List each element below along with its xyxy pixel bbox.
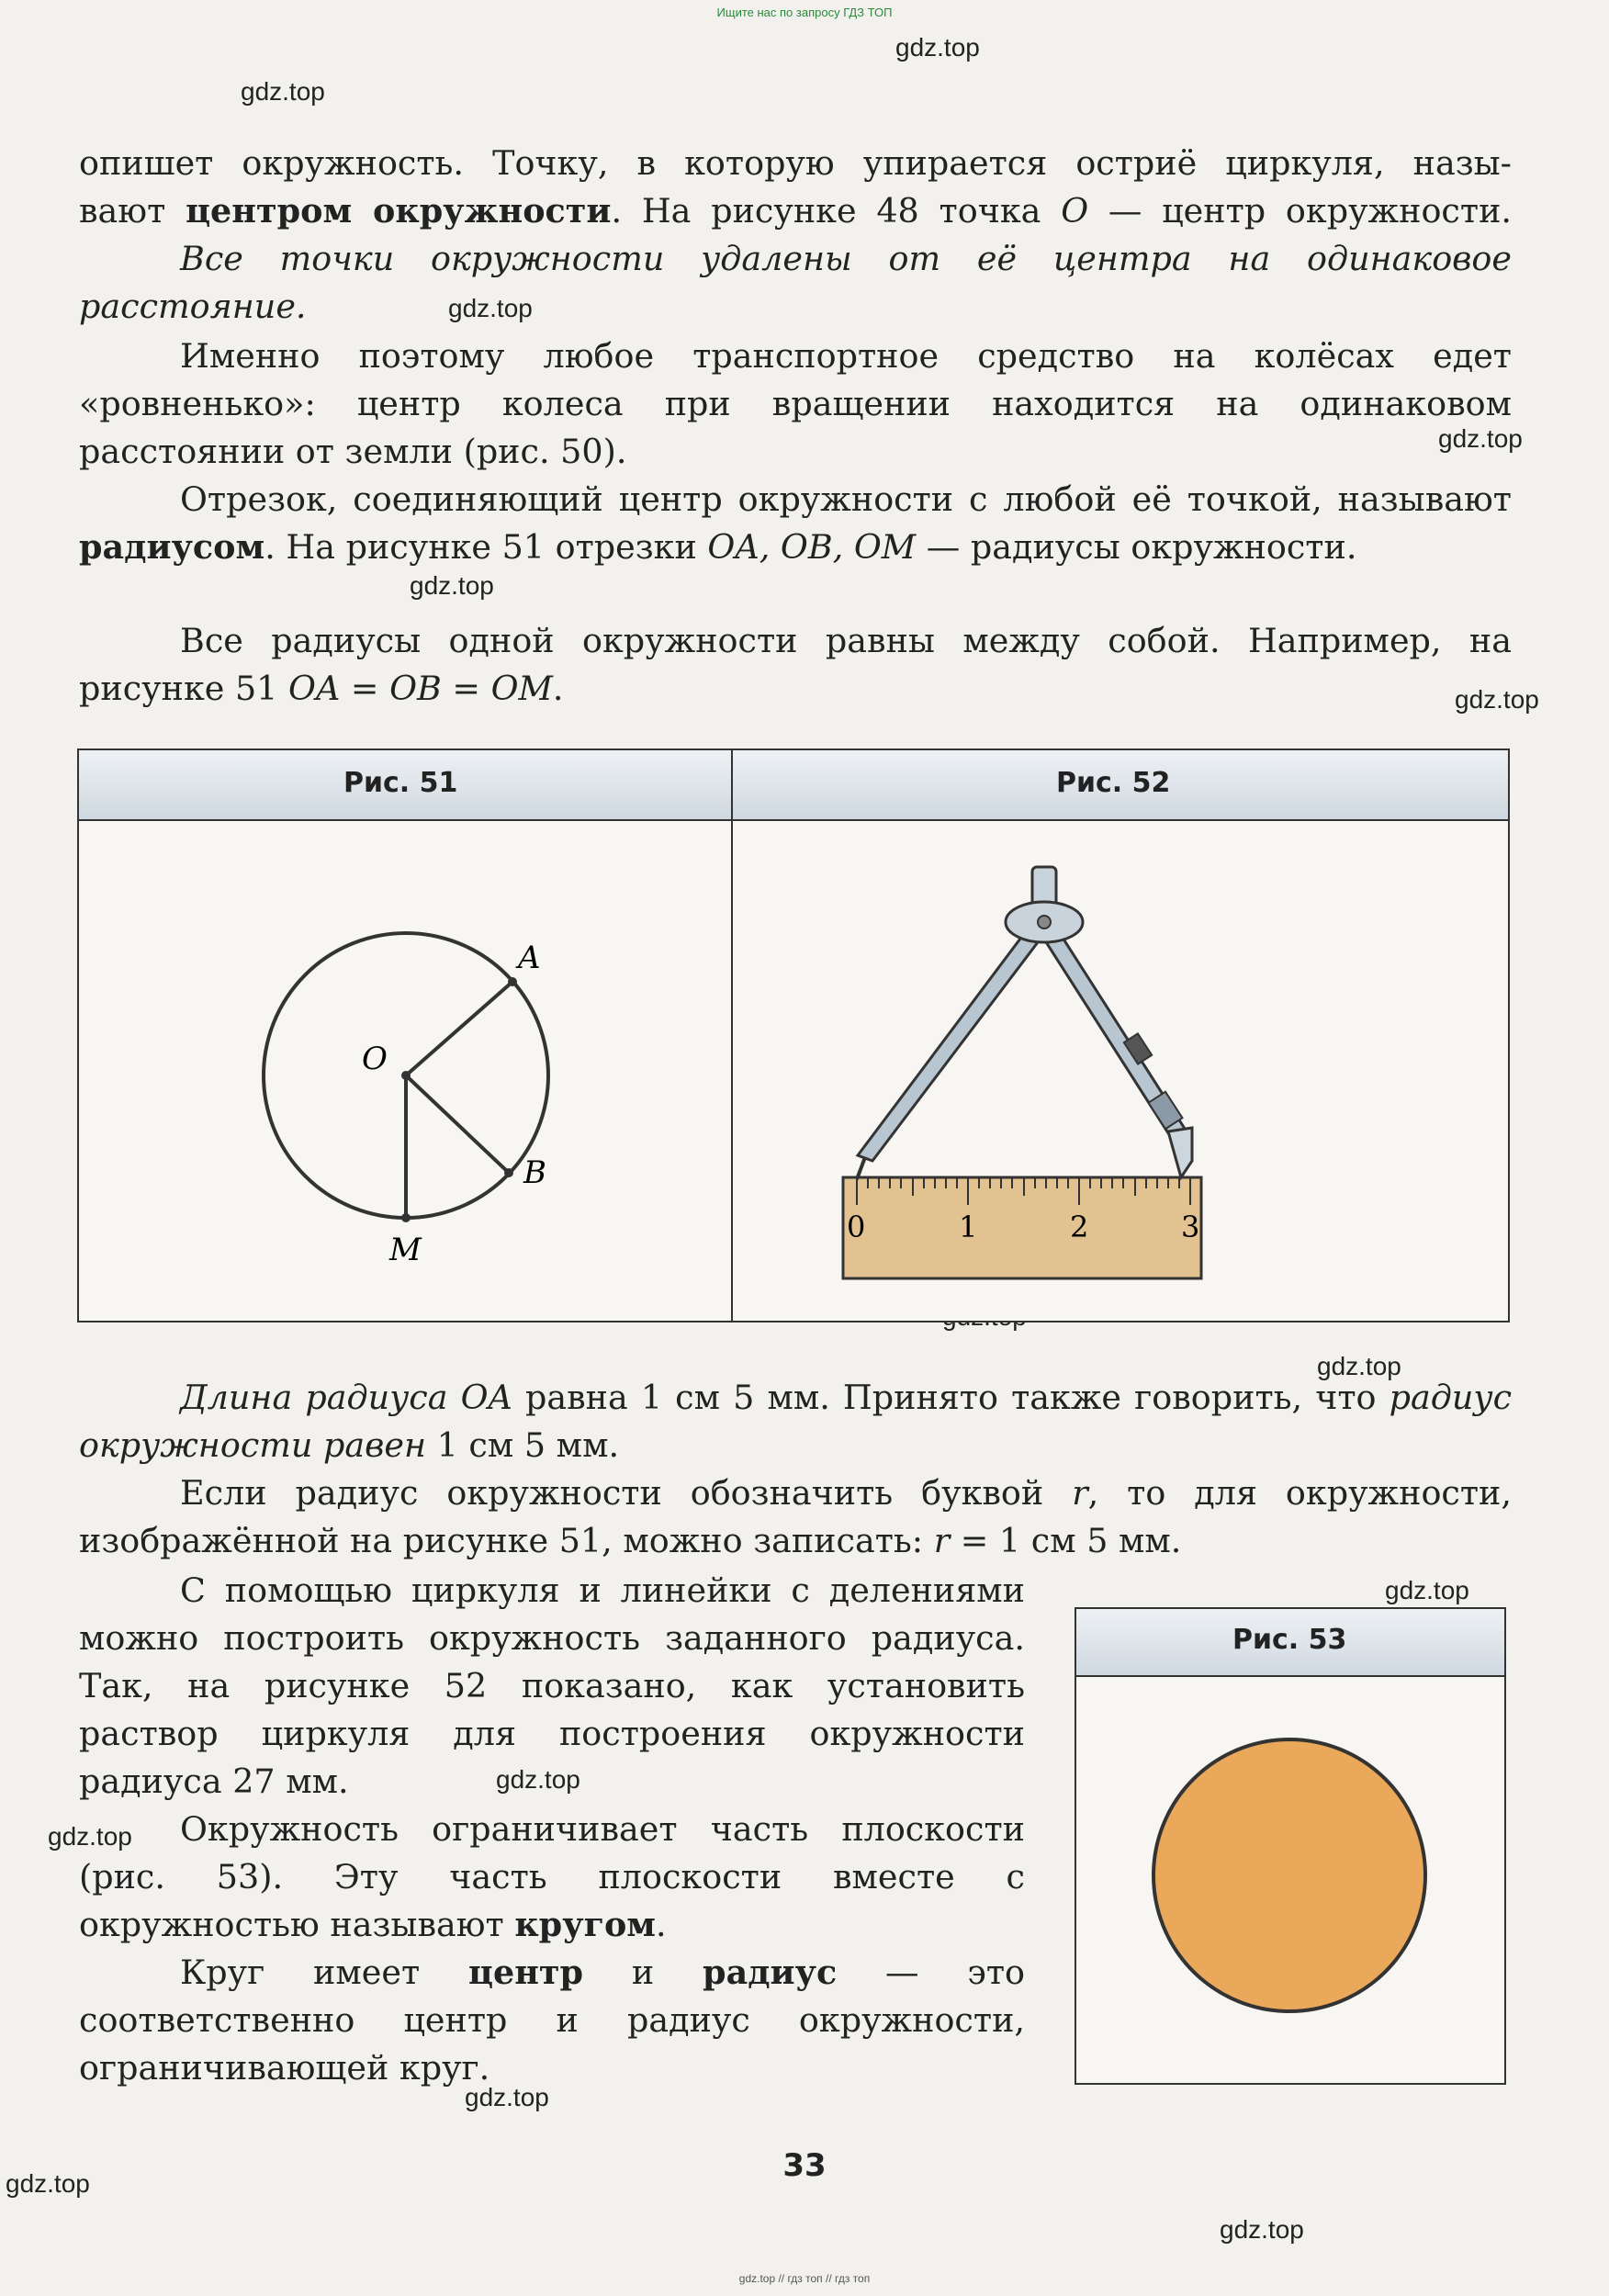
term-radius: радиусом [79,527,265,567]
fig51-title: Рис. 51 [343,767,458,799]
paragraph-1 [79,140,1512,235]
term-radius-2: радиус [703,1953,838,1992]
fig51-radius-ob [406,1075,509,1173]
paragraph-4: Отрезок, соединяющий центр окружности с любой её точкой, называют радиусом. На рисунке 51 отрезки OA, OB, OM — радиусы окружности. [79,479,1512,567]
watermark: gdz.top [465,2083,549,2111]
watermark: gdz.top [895,33,980,62]
paragraph-7: Если радиус окружности обозначить буквой r, то для окружности, изображённой на рисунке 51, можно записать: r = 1 см 5 мм. [79,1473,1512,1560]
figure-53-box [1075,1607,1506,2085]
paragraph-9: Окружность ограничивает часть плоскости (рис. 53). Эту часть плоскости вместе с окружностью называют кругом. [79,1809,1025,1944]
watermark: gdz.top [496,1765,580,1794]
fig51-label-b: B [523,1154,546,1191]
fig53-title: Рис. 53 [1232,1624,1347,1656]
fig52-ruler-tick-1: 1 [959,1210,978,1244]
fig51-point-o [401,1071,411,1080]
fig52-compass-ruler [733,819,1510,1322]
watermark: gdz.top [1385,1576,1469,1604]
fig52-title: Рис. 52 [1056,767,1171,799]
fig51-point-a [508,977,517,986]
watermark: gdz.top [48,1822,132,1851]
page-number: 33 [782,2147,827,2184]
paragraph-10: Круг имеет центр и радиус — это соответственно центр и радиус окружности, ограничивающей круг. [79,1953,1025,2088]
fig51-point-b [504,1168,513,1177]
fig53-disk [1153,1739,1425,2011]
paragraph-5: Все радиусы одной окружности равны между собой. Например, на рисунке 51 OA = OB = OM. [79,621,1512,708]
paragraph-2 [79,235,1512,331]
paragraph-1-line-2: вают центром окружности. На рисунке 48 точка O — центр окружности. [79,191,1512,231]
paragraph-3: Именно поэтому любое транспортное средство на колёсах едет «ровненько»: центр колеса при вращении находится на одинаковом расстоянии от земли (рис. 50). [79,336,1512,471]
fig52-ruler-tick-0: 0 [847,1210,866,1244]
fig51-circle-diagram [79,819,731,1322]
watermark: gdz.top [1438,424,1523,453]
fig53-disk-diagram [1076,1675,1504,2083]
paragraph-8: С помощью циркуля и линейки с делениями можно построить окружность заданного радиуса. Так, на рисунке 52 показано, как установить раствор циркуля для построения окружности радиуса 27 мм. [79,1570,1025,1801]
term-circle-center: центром окружности [186,191,612,231]
term-radius-equals: радиус окружности равен [79,1378,1513,1465]
figures-51-52-table [77,748,1510,1322]
fig52-compass-left-leg [858,928,1043,1161]
term-center: центр [468,1953,584,1992]
watermark: gdz.top [410,571,494,600]
figures-table-header [79,750,1508,821]
term-disk: кругом [514,1905,656,1944]
fig51-label-a: A [518,940,541,976]
watermark: gdz.top [6,2169,90,2198]
footer-note: gdz.top // гдз топ // гдз топ [738,2272,871,2285]
rule-equal-distance: Все точки окружности удалены от её центра на одинаковое расстояние. [79,239,1512,326]
watermark: gdz.top [1220,2215,1304,2244]
watermark: gdz.top [241,77,325,106]
fig51-radius-oa [406,982,512,1075]
paragraph-6: Длина радиуса OA равна 1 см 5 мм. Принято также говорить, что радиус окружности равен 1 см 5 мм. [79,1378,1513,1465]
fig52-ruler [843,1177,1201,1278]
fig52-ruler-tick-3: 3 [1181,1210,1200,1244]
header-note: Ищите нас по запросу ГДЗ ТОП [716,6,893,19]
fig51-label-m: M [389,1232,422,1268]
watermark: gdz.top [1317,1352,1401,1380]
fig51-label-o: O [362,1041,388,1077]
watermark: gdz.top [1455,685,1539,714]
fig52-ruler-tick-2: 2 [1070,1210,1089,1244]
watermark: gdz.top [448,294,533,322]
paragraph-1-line-1: опишет окружность. Точку, в которую упирается остриё циркуля, назы- [79,143,1512,183]
fig51-point-m [401,1213,411,1222]
